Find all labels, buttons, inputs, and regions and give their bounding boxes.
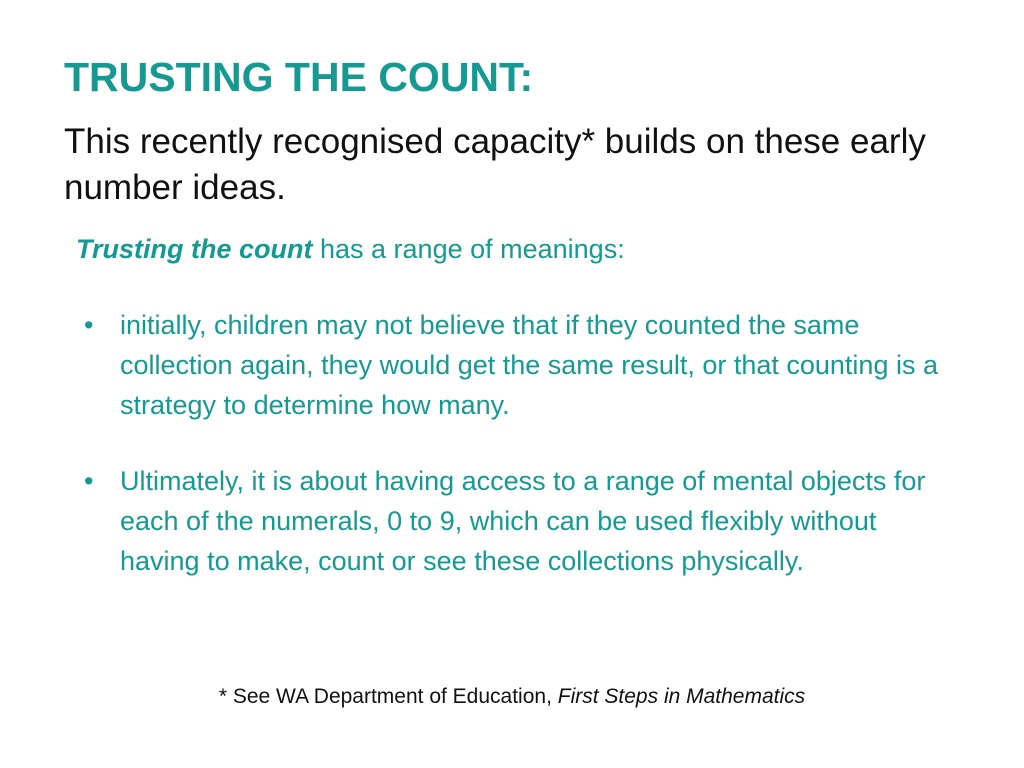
bullet-text: initially, children may not believe that if they counted the same collection again, they would get the same result, or that counting is a strategy to determine how many. — [120, 310, 938, 420]
footnote-prefix: * See WA Department of Education, — [218, 685, 558, 708]
bullet-list — [76, 305, 956, 617]
bullet-marker: • — [84, 310, 94, 340]
intro-line — [76, 231, 625, 267]
slide-subtitle: This recently recognised capacity* builds on these early number ideas. — [64, 122, 926, 207]
bullet-item — [76, 305, 956, 425]
footnote — [0, 683, 1024, 711]
intro-emphasis: Trusting the count — [76, 234, 313, 264]
footnote-source: First Steps in Mathematics — [557, 685, 806, 708]
slide-title: TRUSTING THE COUNT: — [64, 54, 534, 100]
bullet-text: Ultimately, it is about having access to a range of mental objects for each of the numerals, 0 to 9, which can be used flexibly without having to make, count or see these collections physically. — [120, 466, 926, 576]
bullet-item — [76, 461, 956, 581]
intro-rest: has a range of meanings: — [312, 234, 625, 264]
bullet-marker: • — [84, 466, 94, 496]
